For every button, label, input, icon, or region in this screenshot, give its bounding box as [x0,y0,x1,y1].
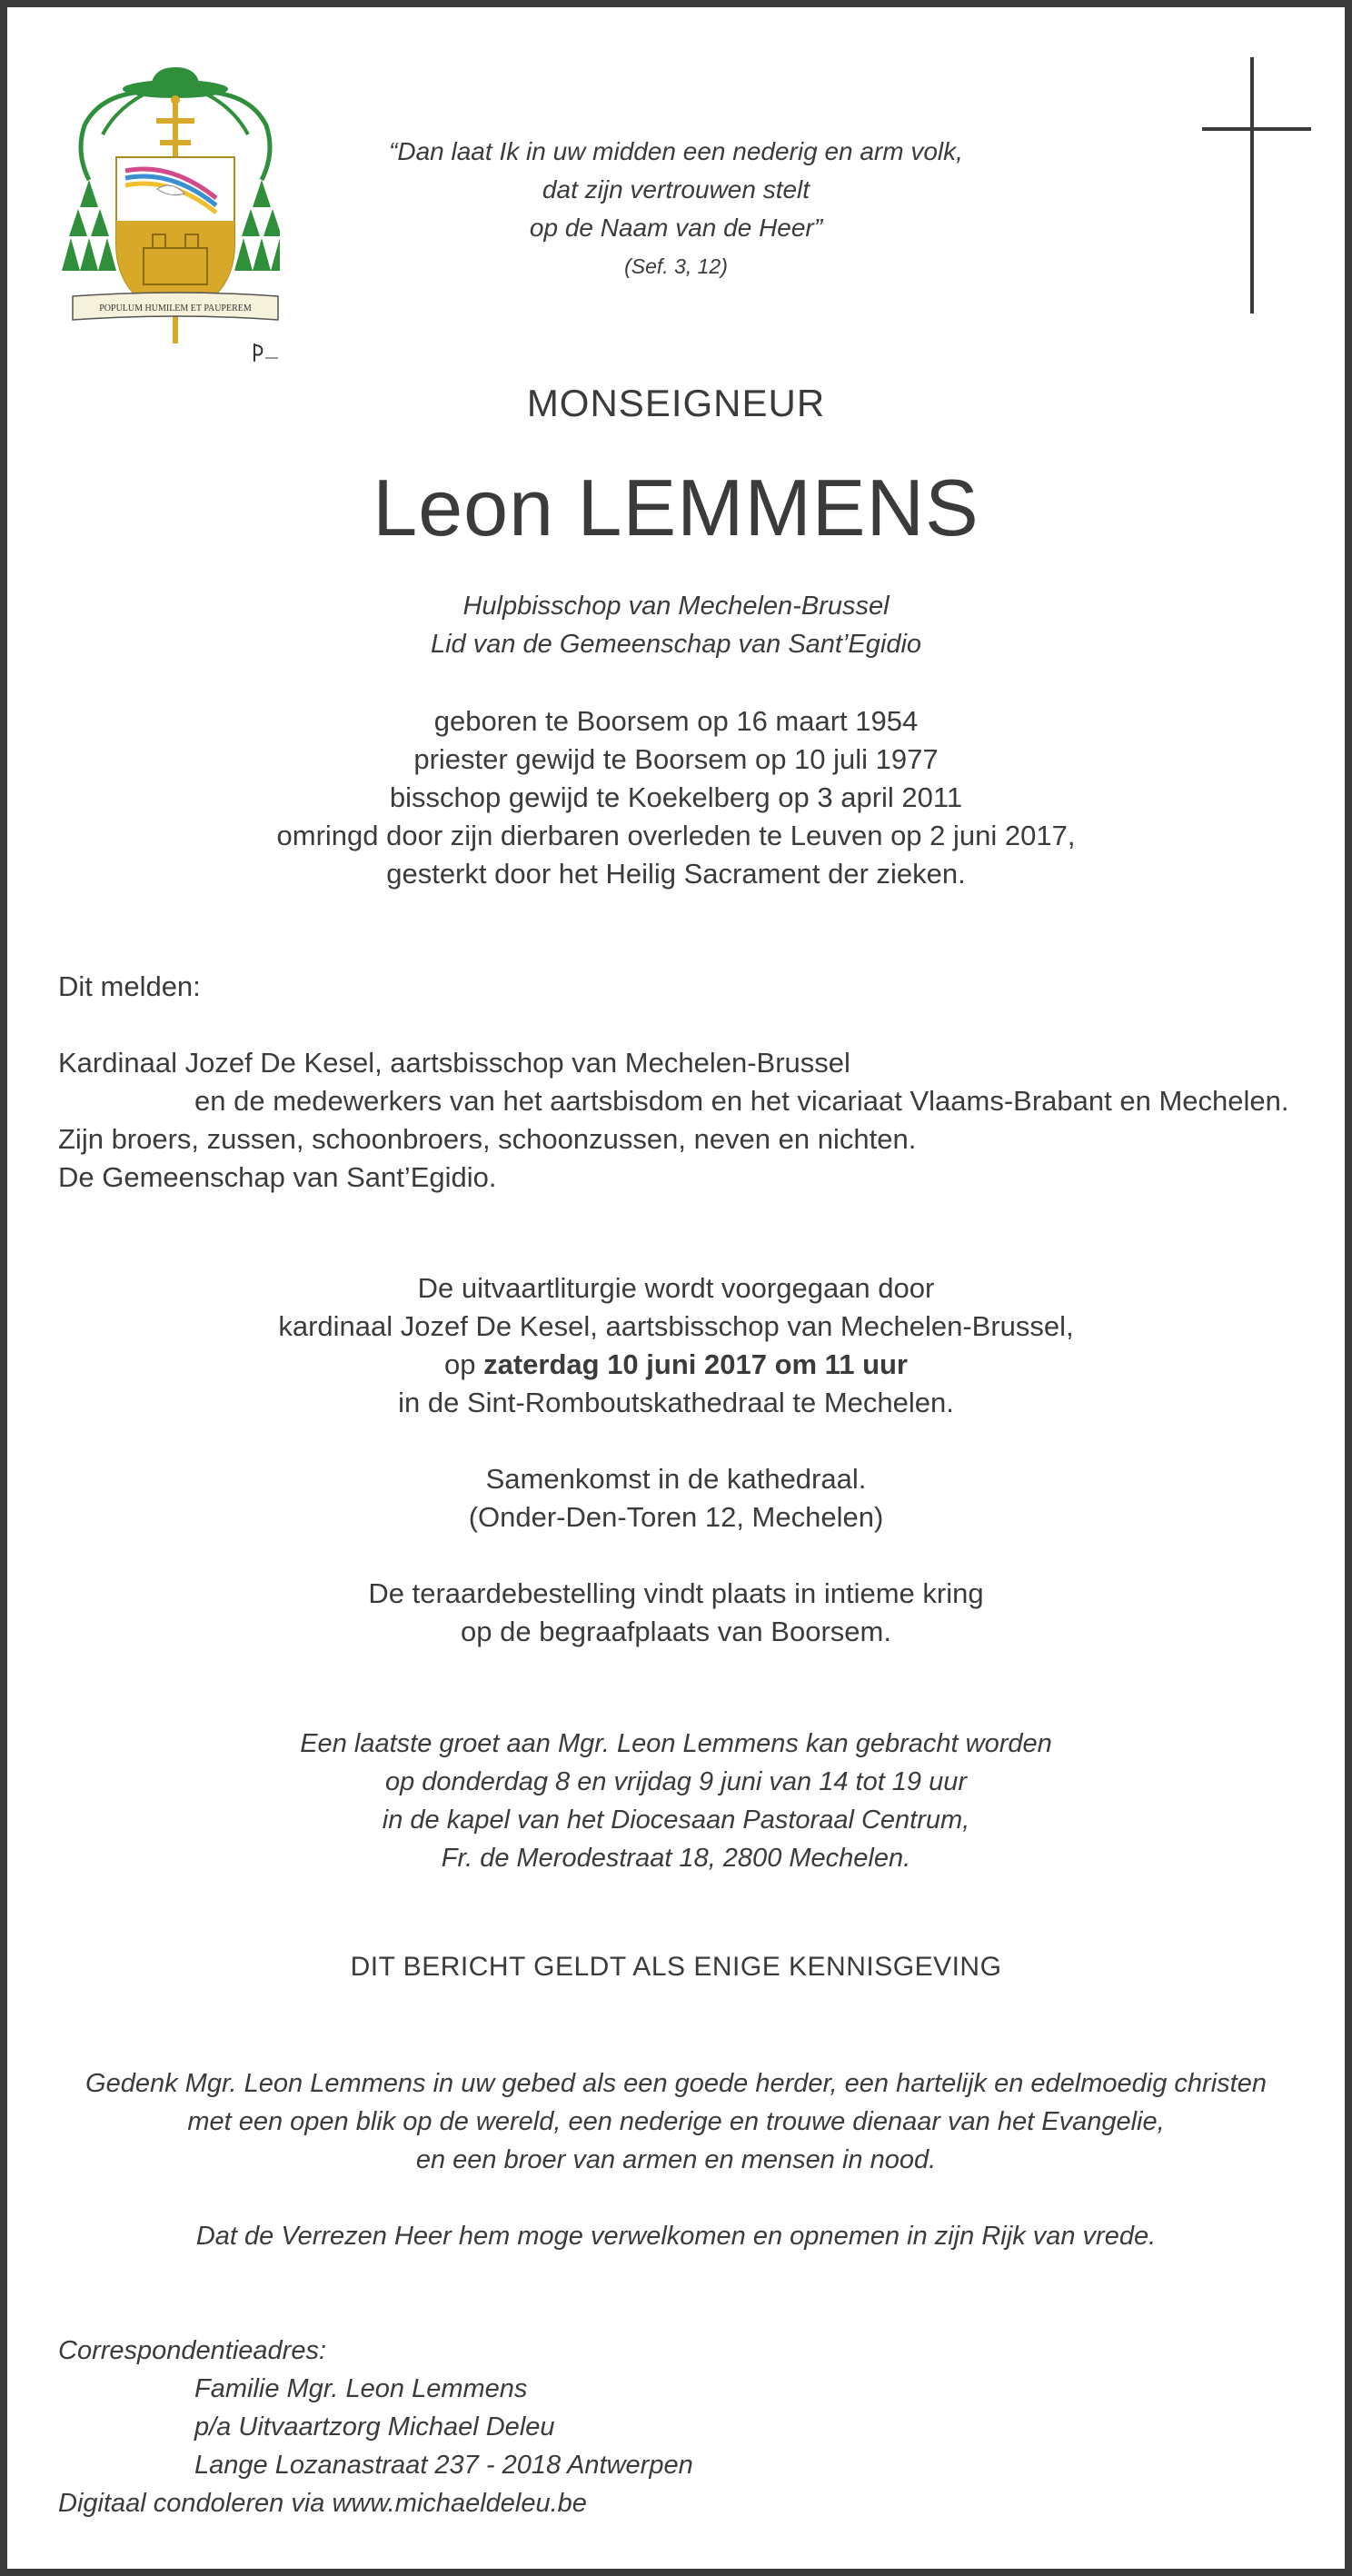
funeral-date-prefix: op [443,1348,476,1380]
correspondence-address [58,2332,693,2522]
prayer-line: en een broer van armen en mensen in nood. [415,2145,937,2174]
motto-text: POPULUM HUMILEM ET PAUPEREM [99,303,252,313]
burial-line: De teraardebestelling vindt plaats in intieme kring [368,1577,984,1609]
bio-line: omringd door zijn dierbaren overleden te Leuven op 2 juni 2017, [276,820,1076,851]
biography [7,702,1345,893]
funeral-line: De uitvaartliturgie wordt voorgegaan door [417,1272,935,1304]
correspondence-line: Familie Mgr. Leon Lemmens [194,2374,528,2403]
role-line: Lid van de Gemeenschap van Sant’Egidio [430,630,922,659]
roles [7,587,1345,663]
announcer-family: Zijn broers, zussen, schoonbroers, schoonzussen, neven en nichten. [58,1123,917,1155]
visit-line: Fr. de Merodestraat 18, 2800 Mechelen. [441,1844,911,1873]
prayer-line: Dat de Verrezen Heer hem moge verwelkomen en opnemen in zijn Rijk van vrede. [195,2222,1157,2251]
bio-line: geboren te Boorsem op 16 maart 1954 [433,705,919,737]
bio-line: gesterkt door het Heilig Sacrament der zieken. [386,858,966,890]
sole-notice: DIT BERICHT GELDT ALS ENIGE KENNISGEVING [350,1952,1002,1982]
visit-line: in de kapel van het Diocesaan Pastoraal Centrum, [382,1805,970,1835]
gathering-line: Samenkomst in de kathedraal. [485,1463,867,1495]
announcers [58,968,1288,1197]
funeral-date-line [7,1346,1345,1384]
quote-line: dat zijn vertrouwen stelt [542,175,810,204]
gathering-address: (Onder-Den-Toren 12, Mechelen) [468,1501,884,1533]
death-notice-card [7,7,1345,2569]
correspondence-line: Lange Lozanastraat 237 - 2018 Antwerpen [194,2451,693,2480]
correspondence-line: p/a Uitvaartzorg Michael Deleu [194,2412,555,2442]
motto-ribbon [73,293,278,320]
prayer-line: Gedenk Mgr. Leon Lemmens in uw gebed als een goede herder, een hartelijk en edelmoedig christen [85,2069,1267,2098]
quote-line: “Dan laat Ik in uw midden een nederig en arm volk, [389,137,963,165]
funeral-date: zaterdag 10 juni 2017 om 11 uur [483,1348,909,1380]
honorific-title: MONSEIGNEUR [526,382,826,424]
quote-line: op de Naam van de Heer” [529,214,823,242]
prayer-line: met een open blik op de wereld, een nederige en trouwe dienaar van het Evangelie, [187,2107,1165,2136]
burial-line: op de begraafplaats van Boorsem. [461,1616,891,1647]
funeral-details [7,1269,1345,1651]
correspondence-label: Correspondentieadres: [58,2336,327,2365]
announcer-staff: en de medewerkers van het aartsbisdom en het vicariaat Vlaams-Brabant en Mechelen. [194,1085,1289,1117]
designer-mark-icon [254,343,278,362]
bio-line: bisschop gewijd te Koekelberg op 3 april 2011 [389,781,963,813]
cross-icon [1193,57,1311,325]
funeral-line: in de Sint-Romboutskathedraal te Mechelen. [398,1387,954,1418]
deceased-name: Leon LEMMENS [373,462,979,552]
prayer [7,2064,1345,2255]
announcer-community: De Gemeenschap van Sant’Egidio. [58,1161,497,1193]
announce-intro: Dit melden: [58,970,201,1002]
scripture-quote [7,133,1345,285]
funeral-line: kardinaal Jozef De Kesel, aartsbisschop van Mechelen-Brussel, [278,1310,1074,1342]
visit-line: Een laatste groet aan Mgr. Leon Lemmens kan gebracht worden [300,1729,1052,1758]
role-line: Hulpbisschop van Mechelen-Brussel [462,592,890,621]
visitation-info [7,1725,1345,1877]
bio-line: priester gewijd te Boorsem op 10 juli 1977 [413,743,939,775]
online-condolence: Digitaal condoleren via www.michaeldeleu.be [58,2489,587,2518]
announcer-cardinal: Kardinaal Jozef De Kesel, aartsbisschop van Mechelen-Brussel [58,1047,850,1079]
visit-line: op donderdag 8 en vrijdag 9 juni van 14 tot 19 uur [384,1767,968,1796]
quote-reference: (Sef. 3, 12) [624,254,728,278]
